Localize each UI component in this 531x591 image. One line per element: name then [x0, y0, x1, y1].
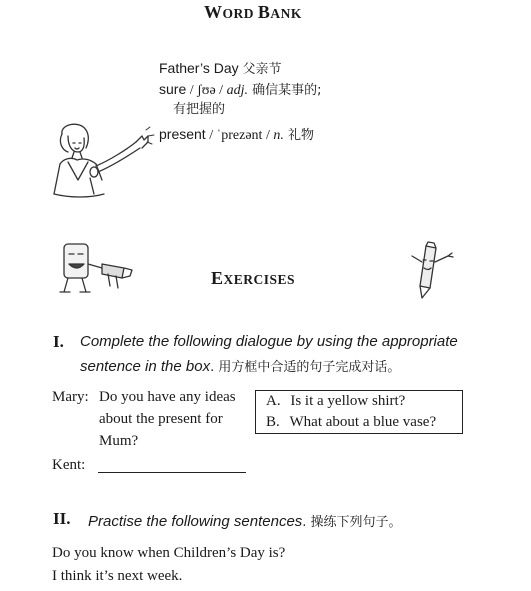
kent-speaker-label: Kent: — [52, 457, 86, 473]
pencil-character-illustration — [408, 240, 456, 302]
kent-answer-blank[interactable] — [98, 458, 246, 478]
section-2-instruction — [88, 511, 402, 531]
word-sure: sure — [159, 81, 187, 97]
gloss-present: 礼物 — [283, 128, 314, 143]
option-a-text: Is it a yellow shirt? — [290, 393, 406, 409]
woman-presenter-illustration — [50, 122, 160, 204]
section-1-numeral: I. — [53, 332, 64, 351]
gloss-sure-2: 有把握的 — [173, 102, 226, 117]
gloss-sure-line2 — [173, 100, 225, 120]
word-bank-title — [204, 2, 302, 23]
exercises-title — [211, 268, 295, 289]
practice-sentence-2: I think it’s next week. — [52, 568, 183, 584]
mary-line-1: Do you have any ideas — [99, 389, 236, 405]
option-b — [266, 414, 436, 431]
eraser-character-illustration — [58, 240, 138, 298]
mary-speaker-label: Mary: — [52, 389, 89, 405]
phonetic-sure: / ʃʊə / — [189, 83, 227, 98]
title-cap-b: B — [257, 2, 271, 22]
word-present: present — [159, 126, 206, 142]
section-1-instruction-line1: Complete the following dialogue by using the appropriate — [80, 333, 458, 350]
gloss-sure: 确信某事的; — [247, 83, 322, 98]
instruction-italic-s2: Practise the following sentences — [88, 513, 303, 530]
practice-sentence-1: Do you know when Children’s Day is? — [52, 545, 286, 561]
instruction-cn-2: . 操练下列句子。 — [302, 515, 402, 530]
option-b-letter: B. — [266, 414, 280, 430]
word-entry-present — [159, 124, 314, 146]
exercises-cap-e: E — [211, 268, 224, 288]
instruction-cn-1: . 用方框中合适的句子完成对话。 — [210, 360, 401, 375]
pos-present: n. — [273, 128, 284, 143]
phonetic-present: / ˈprezənt / — [209, 128, 274, 143]
title-rest-1: ORD — [222, 6, 258, 21]
mary-line-3: Mum? — [99, 433, 139, 449]
section-2-numeral: II. — [53, 509, 71, 528]
pos-sure: adj. — [226, 83, 248, 98]
option-a — [266, 393, 405, 410]
option-b-text: What about a blue vase? — [289, 414, 437, 430]
word-entry-fathers-day — [159, 58, 282, 80]
mary-line-2: about the present for — [99, 411, 223, 427]
word-fathers-day: Father’s Day — [159, 60, 239, 76]
section-1-instruction-line2 — [80, 356, 400, 376]
exercises-rest: XERCISES — [223, 272, 296, 287]
gloss-fathers-day: 父亲节 — [242, 62, 282, 77]
word-entry-sure — [159, 79, 321, 101]
title-cap-w: W — [204, 2, 223, 22]
option-a-letter: A. — [266, 393, 281, 409]
instruction-italic-2: sentence in the box — [80, 358, 211, 375]
title-rest-2: ANK — [270, 6, 302, 21]
